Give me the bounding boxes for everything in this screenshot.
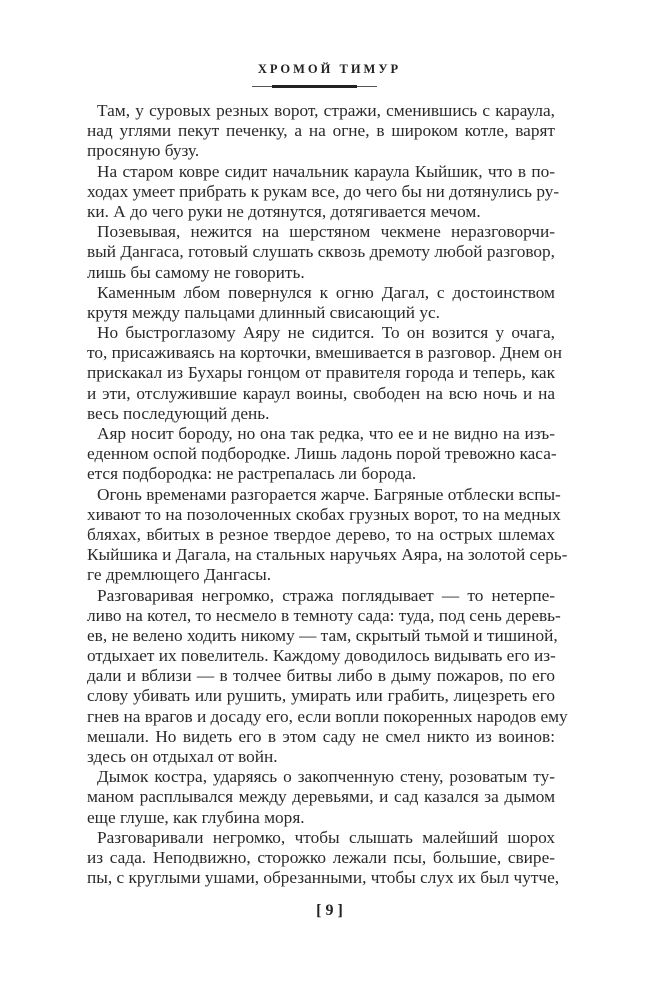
- text-line: из сада. Неподвижно, сторожко лежали псы, большие, свире-: [87, 847, 555, 867]
- text-line: Кыйшика и Дагала, на стальных наручьях Аяра, на золотой серь-: [87, 545, 568, 565]
- text-line: пы, с круглыми ушами, обрезанными, чтобы слух их был чутче,: [87, 868, 560, 888]
- text-line: над углями пекут печенку, а на огне, в широком котле, варят: [87, 121, 555, 141]
- text-line: ется подбородка: не растрепалась ли борода.: [87, 464, 417, 484]
- text-line: ки. А до чего руки не дотянутся, дотягивается мечом.: [87, 201, 481, 221]
- text-line: гнев на врагов и досаду его, если вопли покоренных народов ему: [87, 706, 568, 726]
- text-line: вый Дангаса, готовый слушать сквозь дремоту любой разговор,: [87, 242, 555, 262]
- text-line: бляхах, вбитых в резное твердое дерево, то на острых шлемах: [87, 524, 555, 544]
- text-line: Аяр носит бороду, но она так редка, что ее и не видно на изъ-: [97, 424, 555, 443]
- text-line: слову убивать или рушить, умирать или грабить, лицезреть его: [87, 686, 555, 706]
- text-line: Позевывая, нежится на шерстяном чекмене неразговорчи-: [97, 222, 555, 242]
- text-line: просяную бузу.: [87, 141, 200, 161]
- text-line: Дымок костра, ударяясь о закопченную стену, розоватым ту-: [97, 767, 555, 787]
- text-line: На старом ковре сидит начальник караула Кыйшик, что в по-: [97, 161, 555, 181]
- text-line: крутя между пальцами длинный свисающий ус.: [87, 302, 440, 322]
- text-line: еще глуше, как глубина моря.: [87, 807, 305, 827]
- text-line: Каменным лбом повернулся к огню Дагал, с достоинством: [97, 282, 555, 302]
- text-line: маном расплывался между деревьями, и сад казался за дымом: [87, 787, 555, 807]
- running-header: ХРОМОЙ ТИМУР: [257, 62, 402, 76]
- text-line: еденном оспой подбородке. Лишь ладонь порой тревожно каса-: [87, 444, 557, 464]
- text-line: и эти, отслужившие караул воины, свободен на всю ночь и на: [87, 383, 555, 403]
- text-line: прискакал из Бухары гонцом от правителя города и теперь, как: [87, 363, 555, 383]
- text-line: ходах умеет прибрать к рукам все, до чего бы ни дотянулись ру-: [87, 181, 560, 201]
- text-line: ге дремлющего Дангасы.: [87, 565, 272, 585]
- text-line: Разговаривая негромко, стража поглядывает — то нетерпе-: [97, 585, 555, 605]
- text-line: ливо на котел, то несмело в темноту сада: туда, под сень деревь-: [87, 605, 561, 625]
- text-line: Разговаривали негромко, чтобы слышать малейший шорох: [97, 827, 555, 847]
- text-line: мешали. Но видеть его в этом саду не смел никто из воинов:: [87, 726, 555, 746]
- header-rule-accent: [272, 85, 357, 88]
- page-number: [ 9 ]: [316, 902, 343, 919]
- text-line: Огонь временами разгорается жарче. Багряные отблески вспы-: [97, 484, 561, 504]
- text-line: то, присаживаясь на корточки, вмешивается в разговор. Днем он: [87, 343, 562, 363]
- text-line: отдыхает их повелитель. Каждому доводилось видывать его из-: [87, 646, 556, 666]
- body-text: [87, 101, 568, 888]
- text-line: дали и вблизи — в толчее битвы либо в дыму пожаров, по его: [87, 666, 555, 686]
- text-line: ев, не велено ходить никому — там, скрытый тьмой и тишиной,: [87, 625, 558, 645]
- text-line: здесь он отдыхал от войн.: [87, 747, 278, 766]
- text-line: весь последующий день.: [87, 403, 270, 423]
- text-line: хивают то на позолоченных скобах грузных ворот, то на медных: [87, 504, 561, 524]
- text-line: Но быстроглазому Аяру не сидится. То он возится у очага,: [97, 323, 555, 343]
- text-line: Там, у суровых резных ворот, стражи, сменившись с караула,: [97, 101, 555, 120]
- text-line: лишь бы самому не говорить.: [87, 262, 305, 282]
